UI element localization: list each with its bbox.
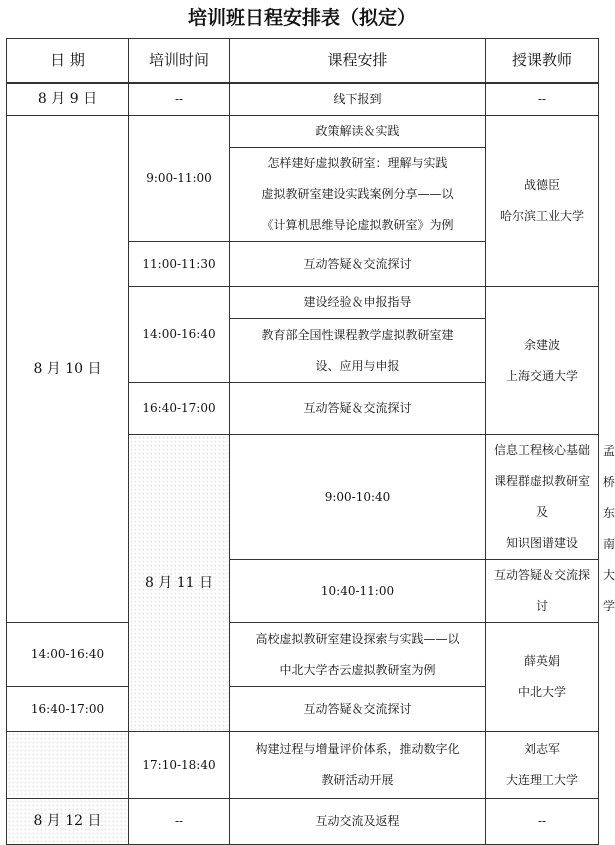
date-cell: 8 月 10 日 [7, 116, 129, 623]
course-cell: 怎样建好虚拟教研室：理解与实践 虚拟教研室建设实践案例分享——以 《计算机思维导论虚拟教研室》为例 [230, 148, 486, 242]
header-course: 课程安排 [230, 39, 486, 84]
date-cell: 8 月 9 日 [7, 83, 129, 116]
time-cell: -- [129, 83, 230, 116]
teacher-cell: 战德臣 哈尔滨工业大学 [486, 116, 599, 287]
teacher-cell: 余建波 上海交通大学 [486, 287, 599, 435]
date-cell: 8 月 11 日 [129, 435, 230, 732]
course-cell: 线下报到 [230, 83, 486, 116]
teacher-cell: -- [486, 83, 599, 116]
header-row [7, 39, 599, 84]
time-cell: 10:40-11:00 [230, 560, 486, 623]
time-cell: -- [129, 799, 230, 845]
course-cell: 互动答疑＆交流探讨 [230, 687, 486, 732]
course-cell: 信息工程核心基础课程群虚拟教研室及 知识图谱建设 [486, 435, 599, 560]
time-cell: 14:00-16:40 [129, 287, 230, 383]
course-cell: 互动交流及返程 [230, 799, 486, 845]
header-time: 培训时间 [129, 39, 230, 84]
time-cell: 9:00-11:00 [129, 116, 230, 242]
course-cell: 互动答疑＆交流探讨 [230, 242, 486, 287]
table-row: 8 月 11 日 9:00-10:40 信息工程核心基础课程群虚拟教研室及 知识图谱建设 孟桥 东南大学 [7, 435, 599, 560]
table-row [7, 623, 599, 687]
course-cell: 构建过程与增量评价体系，推动数字化 教研活动开展 [230, 732, 486, 799]
course-cell: 政策解读＆实践 [230, 116, 486, 148]
date-cell-empty [7, 732, 129, 799]
course-cell: 互动答疑＆交流探讨 [486, 560, 599, 623]
schedule-table [6, 38, 615, 845]
page-title: 培训班日程安排表（拟定） [187, 7, 416, 29]
course-cell: 建设经验＆申报指导 [230, 287, 486, 319]
time-cell: 16:40-17:00 [7, 687, 129, 732]
time-cell: 17:10-18:40 [129, 732, 230, 799]
time-cell: 14:00-16:40 [7, 623, 129, 687]
teacher-cell: -- [486, 799, 599, 845]
course-cell: 教育部全国性课程教学虚拟教研室建 设、应用与申报 [230, 319, 486, 383]
table-row [7, 799, 599, 845]
header-teacher: 授课教师 [486, 39, 599, 84]
table-row [7, 116, 599, 148]
course-cell: 互动答疑＆交流探讨 [230, 383, 486, 435]
time-cell: 9:00-10:40 [230, 435, 486, 560]
table-row [7, 732, 599, 799]
teacher-cell: 刘志军 大连理工大学 [486, 732, 599, 799]
table-row [7, 83, 599, 116]
time-cell: 11:00-11:30 [129, 242, 230, 287]
teacher-cell: 薛英娟 中北大学 [486, 623, 599, 732]
course-cell: 高校虚拟教研室建设探索与实践——以 中北大学杏云虚拟教研室为例 [230, 623, 486, 687]
header-date: 日 期 [7, 39, 129, 84]
date-cell: 8 月 12 日 [7, 799, 129, 845]
time-cell: 16:40-17:00 [129, 383, 230, 435]
